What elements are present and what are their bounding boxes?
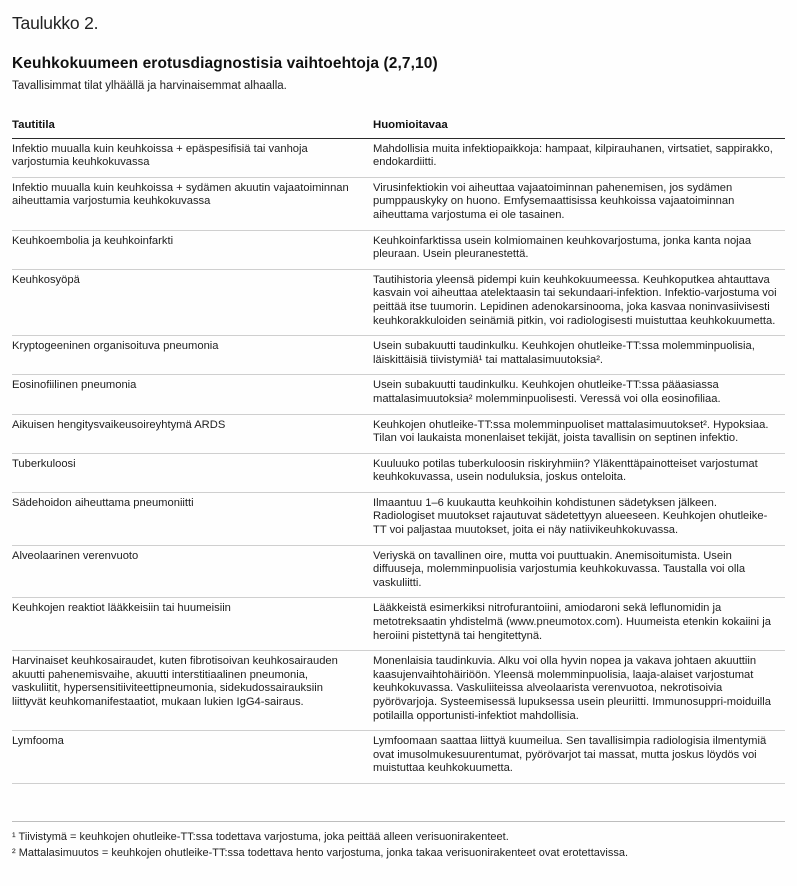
condition-cell: Keuhkoembolia ja keuhkoinfarkti	[12, 230, 373, 269]
table-row	[12, 138, 785, 177]
condition-cell: Kryptogeeninen organisoituva pneumonia	[12, 336, 373, 375]
footnotes	[12, 830, 785, 861]
notes-cell: Lymfoomaan saattaa liittyä kuumeilua. Sen tavallisimpia radiologisia ilmentymiä ovat imusolmukesuurentumat, pyörövarjot tai massat, mutta joskus löydös voi muistuttaa keuhkokuumetta.	[373, 731, 785, 784]
condition-cell: Alveolaarinen verenvuoto	[12, 545, 373, 598]
condition-cell: Harvinaiset keuhkosairaudet, kuten fibrotisoivan keuhkosairauden akuutti pahenemisvaihe, akuutti interstitiaalinen pneumonia, vaskuliitit, hypersensitiiviteettipneumonia, sidekudossairauksiin liittyvät keuhkomanifestaatiot, mukaan lukien IgG4-sairaus.	[12, 651, 373, 731]
condition-cell: Sädehoidon aiheuttama pneumoniitti	[12, 492, 373, 545]
table-subtitle: Tavallisimmat tilat ylhäällä ja harvinaisemmat alhaalla.	[12, 80, 287, 92]
notes-cell: Tautihistoria yleensä pidempi kuin keuhkokuumeessa. Keuhkoputkea ahtauttava kasvain voi aiheuttaa atelektaasin tai sekundaari-infektion. Infektio-varjostuma voi peittää itse tuumorin. Lepidinen adenokarsinooma, joka kasvaa noninvasiivisesti keuhkorakkuloiden seinämiä pitkin, voi radiologisesti muistuttaa keuhkokuumetta.	[373, 269, 785, 335]
notes-cell: Usein subakuutti taudinkulku. Keuhkojen ohutleike-TT:ssa pääasiassa mattalasimuutoksia² molemminpuolisesti. Veressä voi olla eosinofiliaa.	[373, 375, 785, 414]
notes-cell: Usein subakuutti taudinkulku. Keuhkojen ohutleike-TT:ssa molemminpuolisia, läiskittäisiä tiivistymiä¹ tai mattalasimuutoksia².	[373, 336, 785, 375]
table-row	[12, 375, 785, 414]
table-label: Taulukko 2.	[12, 13, 99, 33]
column-header-notes: Huomioitavaa	[373, 115, 785, 138]
table-row	[12, 414, 785, 453]
notes-cell: Keuhkoinfarktissa usein kolmiomainen keuhkovarjostuma, jonka kanta nojaa pleuraan. Usein pleuranestettä.	[373, 230, 785, 269]
table-row	[12, 598, 785, 651]
notes-cell: Keuhkojen ohutleike-TT:ssa molemminpuoliset mattalasimuutokset². Hypoksiaa. Tilan voi laukaista monenlaiset tekijät, joista tavallisin on septinen infektio.	[373, 414, 785, 453]
notes-cell: Ilmaantuu 1–6 kuukautta keuhkoihin kohdistunen sädetyksen jälkeen. Radiologiset muutokset rajautuvat sädetettyyn alueeseen. Keuhkojen ohutleike-TT voi paljastaa muutokset, joita ei näy natiivikeuhkokuvassa.	[373, 492, 785, 545]
condition-cell: Infektio muualla kuin keuhkoissa + sydämen akuutin vajaatoiminnan aiheuttamia varjostumia keuhkokuvassa	[12, 177, 373, 230]
footnote-divider	[12, 821, 785, 822]
condition-cell: Aikuisen hengitysvaikeusoireyhtymä ARDS	[12, 414, 373, 453]
notes-cell: Monenlaisia taudinkuvia. Alku voi olla hyvin nopea ja vakava johtaen akuuttiin kaasujenvaihtohäiriöön. Yleensä molemminpuolisia, laaja-alaiset varjostumat keuhkokuvassa. Vaskuliiteissa alveolaarista verenvuotoa, nekrotisoivia pyörövarjoja. Systeemisessä lupuksessa usein pleuriitti. Immunosuppri-moiduilla potilailla opportunisti-infektiot mahdollisia.	[373, 651, 785, 731]
table-row	[12, 453, 785, 492]
notes-cell: Lääkkeistä esimerkiksi nitrofurantoiini, amiodaroni sekä leflunomidin ja metotreksaatin yhdistelmä (www.pneumotox.com). Huumeista etenkin kokaiini ja heroiini pistettynä tai hengitettynä.	[373, 598, 785, 651]
table-row	[12, 731, 785, 784]
table-row	[12, 545, 785, 598]
condition-cell: Eosinofiilinen pneumonia	[12, 375, 373, 414]
differential-diagnosis-table	[12, 115, 785, 784]
condition-cell: Keuhkojen reaktiot lääkkeisiin tai huumeisiin	[12, 598, 373, 651]
notes-cell: Kuuluuko potilas tuberkuloosin riskiryhmiin? Yläkenttäpainotteiset varjostumat keuhkokuvassa, usein noduluksia, joskus onteloita.	[373, 453, 785, 492]
condition-cell: Keuhkosyöpä	[12, 269, 373, 335]
condition-cell: Tuberkuloosi	[12, 453, 373, 492]
table-row	[12, 651, 785, 731]
footnote-2: ² Mattalasimuutos = keuhkojen ohutleike-TT:ssa todettava hento varjostuma, jonka takaa verisuonirakenteet ovat erotettavissa.	[12, 846, 629, 859]
condition-cell: Infektio muualla kuin keuhkoissa + epäspesifisiä tai vanhoja varjostumia keuhkokuvassa	[12, 138, 373, 177]
table-row	[12, 230, 785, 269]
table-row	[12, 177, 785, 230]
table-title: Keuhkokuumeen erotusdiagnostisia vaihtoehtoja (2,7,10)	[12, 55, 438, 72]
notes-cell: Mahdollisia muita infektiopaikkoja: hampaat, kilpirauhanen, virtsatiet, sappirakko, endokardiitti.	[373, 138, 785, 177]
notes-cell: Virusinfektiokin voi aiheuttaa vajaatoiminnan pahenemisen, jos sydämen pumppauskyky on huono. Emfysemaattisissa keuhkoissa vajaatoiminnan aiheuttama varjostuma ei ole tasainen.	[373, 177, 785, 230]
table-row	[12, 269, 785, 335]
table-row	[12, 336, 785, 375]
condition-cell: Lymfooma	[12, 731, 373, 784]
notes-cell: Veriyskä on tavallinen oire, mutta voi puuttuakin. Anemisoitumista. Usein diffuuseja, molemminpuolisia varjostumia keuhkokuvassa. Taustalla voi olla vaskuliitti.	[373, 545, 785, 598]
footnote-1: ¹ Tiivistymä = keuhkojen ohutleike-TT:ssa todettava varjostuma, joka peittää alleen verisuonirakenteet.	[12, 831, 509, 843]
column-header-condition: Tautitila	[12, 115, 373, 138]
table-row	[12, 492, 785, 545]
table-header-row	[12, 115, 785, 138]
